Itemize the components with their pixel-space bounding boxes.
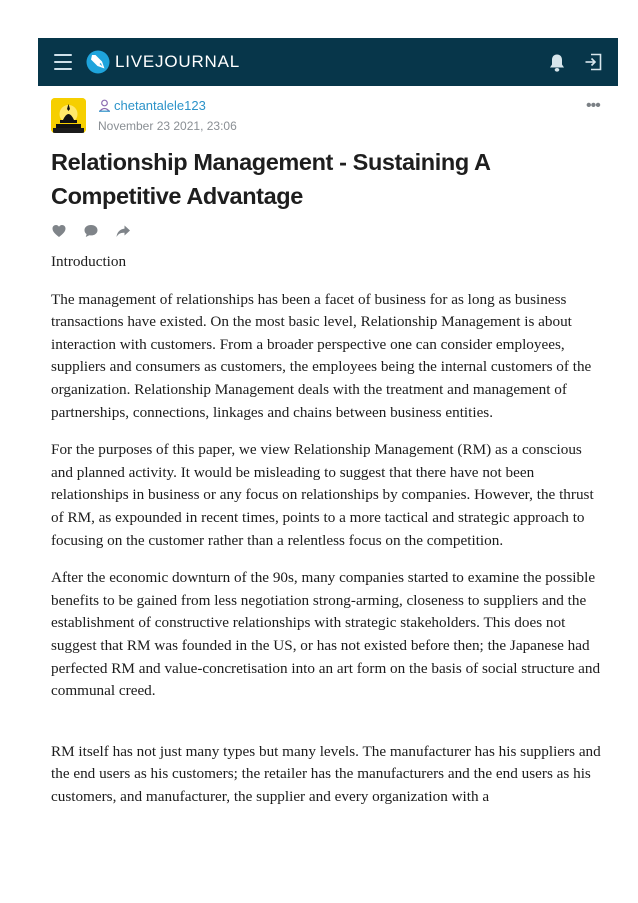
paragraph: For the purposes of this paper, we view Relationship Management (RM) as a conscious and planned activity. It would be misleading to suggest that there have not been relationships in business or any focus on relationships by companies. However, the thrust of RM, as expounded in recent times, points to a more tactical and strategic approach to focusing on the customer rather than a relentless focus on the competition.: [51, 441, 594, 549]
avatar-image: [51, 98, 86, 133]
paragraph: RM itself has not just many types but many levels. The manufacturer has his suppliers and the end users as his customers; the retailer has the manufacturers and the end users as his customers, and manufacturer, the supplier and every organization with a: [51, 742, 601, 805]
menu-icon[interactable]: [54, 54, 72, 70]
share-icon[interactable]: [115, 223, 131, 239]
paragraph-intro-heading: Introduction: [51, 253, 127, 270]
post-date: November 23 2021, 23:06: [98, 119, 237, 133]
post-body: [51, 251, 603, 823]
brand-name[interactable]: LIVEJOURNAL: [115, 52, 241, 71]
user-icon: [98, 99, 111, 112]
comment-icon[interactable]: [83, 223, 99, 239]
more-options-icon[interactable]: •••: [586, 97, 600, 114]
author-name[interactable]: chetantalele123: [114, 98, 206, 113]
like-heart-icon[interactable]: [51, 223, 67, 239]
livejournal-logo-icon[interactable]: [86, 50, 110, 74]
post-title: Relationship Management - Sustaining A Competitive Advantage: [51, 149, 490, 209]
notifications-bell-icon[interactable]: [548, 53, 566, 73]
author-link[interactable]: [98, 98, 206, 114]
author-avatar[interactable]: [51, 98, 86, 133]
login-icon[interactable]: [584, 53, 602, 71]
paragraph: After the economic downturn of the 90s, many companies started to examine the possible benefits to be gained from less negotiation strong-arming, closeness to suppliers and the establishment of constructive relationships with strategic stakeholders. This does not suggest that RM was founded in the US, or has not existed before then; the Japanese had perfected RM and value-concretisation into an art form on the basis of social structure and communal creed.: [51, 569, 601, 700]
paragraph: The management of relationships has been a facet of business for as long as business transactions have existed. On the most basic level, Relationship Management is about interaction with customers. From a broader perspective one can consider employees, suppliers and consumers as customers, the employees being the internal customers of the organization. Relationship Management deals with the treatment and management of partnerships, connections, linkages and chains between business entities.: [51, 290, 592, 421]
top-navigation-bar: [38, 38, 618, 86]
